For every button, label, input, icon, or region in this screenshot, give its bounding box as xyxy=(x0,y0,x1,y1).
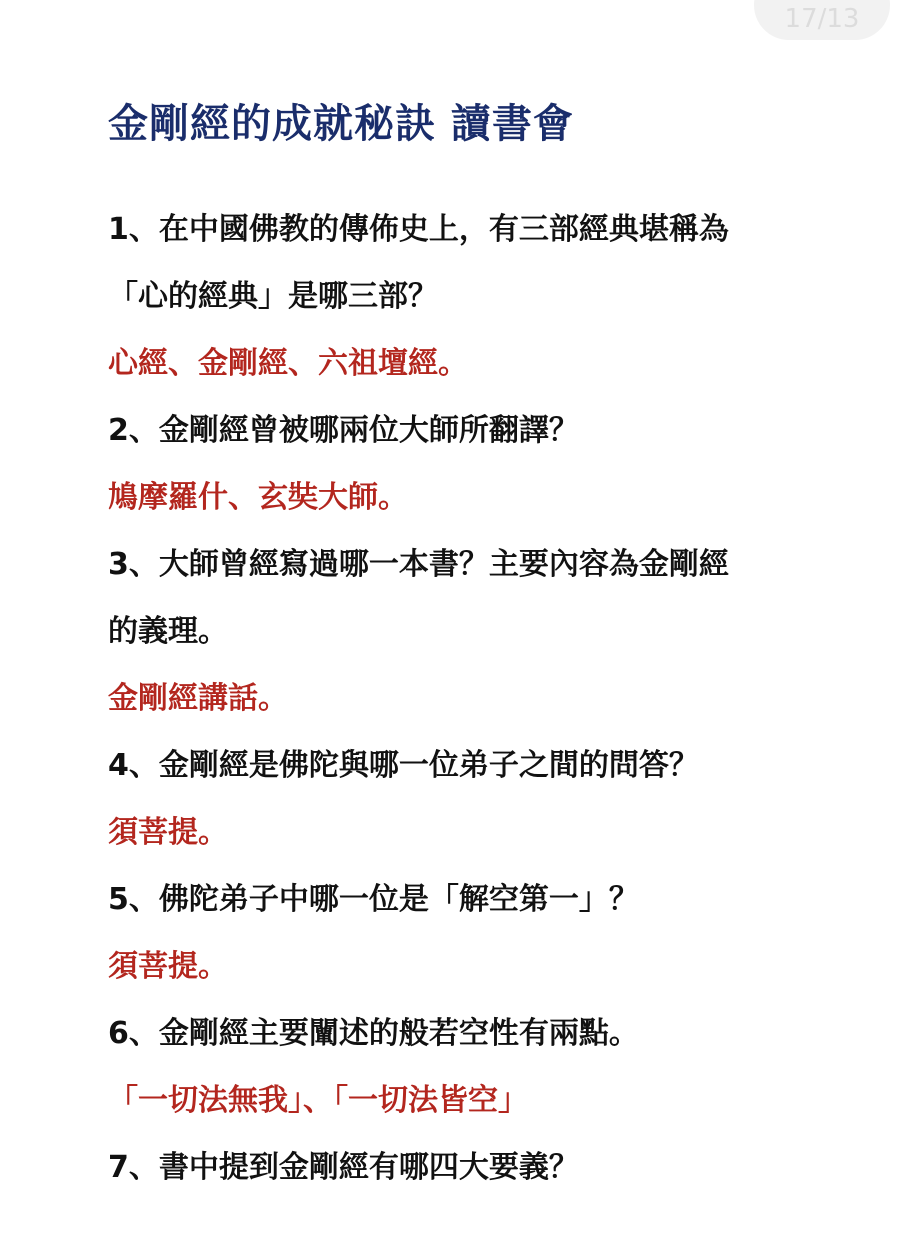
question-line: 3、大師曾經寫過哪一本書？主要內容為金剛經 xyxy=(108,547,729,582)
question-line: 「心的經典」是哪三部？ xyxy=(108,279,438,314)
question-line: 5、佛陀弟子中哪一位是「解空第一」？ xyxy=(108,882,639,917)
page-title: 金剛經的成就秘訣 讀書會 xyxy=(108,101,574,147)
question-line: 4、金剛經是佛陀與哪一位弟子之間的問答？ xyxy=(108,748,699,783)
answer-line: 「一切法無我」、「一切法皆空」 xyxy=(108,1083,528,1118)
question-line: 7、書中提到金剛經有哪四大要義？ xyxy=(108,1150,579,1185)
answer-line: 鳩摩羅什、玄奘大師。 xyxy=(108,480,408,515)
question-line: 1、在中國佛教的傳佈史上，有三部經典堪稱為 xyxy=(108,212,729,247)
qa-content xyxy=(108,196,808,1201)
answer-line: 須菩提。 xyxy=(108,949,228,984)
question-line: 2、金剛經曾被哪兩位大師所翻譯？ xyxy=(108,413,579,448)
page-indicator: 17/13 xyxy=(754,0,890,40)
answer-line: 心經、金剛經、六祖壇經。 xyxy=(108,346,468,381)
question-line: 的義理。 xyxy=(108,614,228,649)
question-line: 6、金剛經主要闡述的般若空性有兩點。 xyxy=(108,1016,639,1051)
answer-line: 金剛經講話。 xyxy=(108,681,288,716)
answer-line: 須菩提。 xyxy=(108,815,228,850)
